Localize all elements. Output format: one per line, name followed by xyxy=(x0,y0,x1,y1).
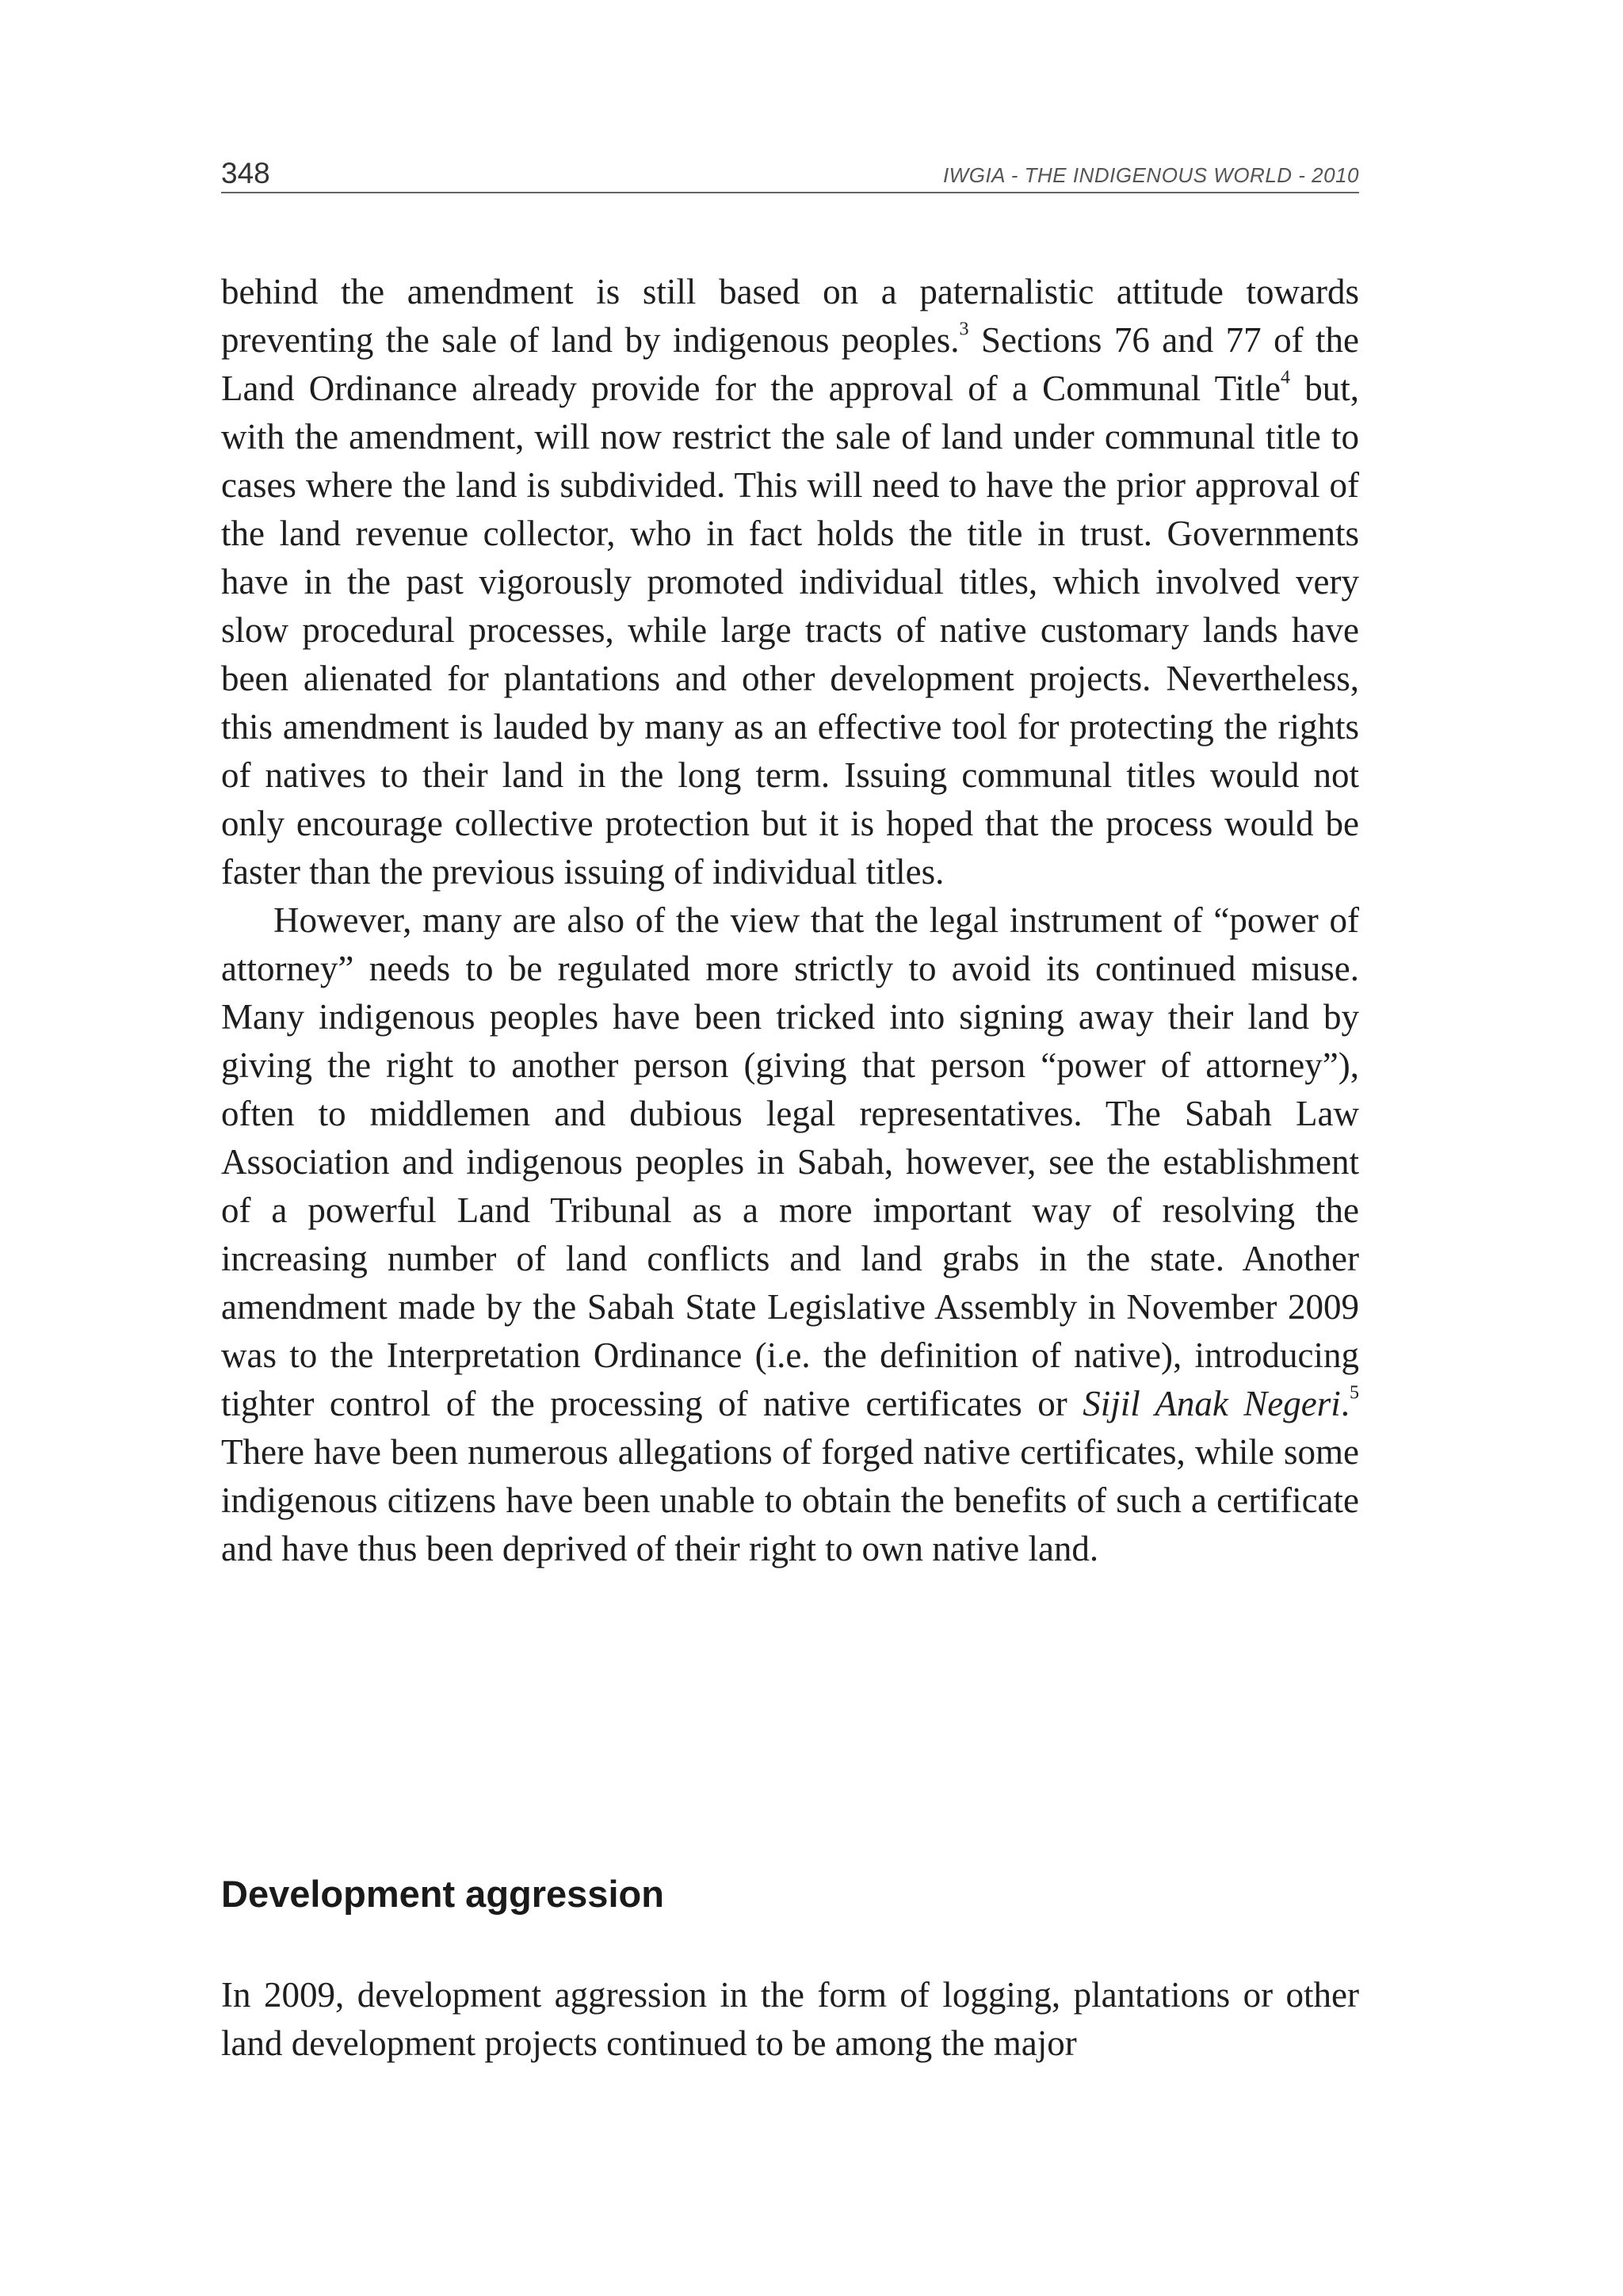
section-body-text xyxy=(221,1971,1359,2068)
paragraph-2-text-b: . xyxy=(1340,1384,1350,1423)
paragraph-1-text-a: behind the amendment is still based on a paternalistic attitude towards preventing the sale of land by indigenous peoples. xyxy=(221,272,1359,360)
page-number: 348 xyxy=(221,157,270,189)
paragraph-1-text-b: Sections 76 and 77 of the Land Ordinance already provide for the approval of a Communal Title xyxy=(221,320,1359,408)
section-paragraph-1: In 2009, development aggression in the form of logging, plantations or other land development projects continued to be among the major xyxy=(221,1975,1359,2063)
section-heading: Development aggression xyxy=(221,1873,664,1915)
footnote-ref-3: 3 xyxy=(959,319,969,340)
body-text xyxy=(221,268,1359,1573)
paragraph-2-text-c: There have been numerous allegations of forged native certificates, while some indigenous citizens have been unable to obtain the benefits of such a certificate and have thus been deprived of their right to own native land. xyxy=(221,1432,1359,1568)
footnote-ref-5: 5 xyxy=(1350,1382,1359,1404)
running-title: IWGIA - THE INDIGENOUS WORLD - 2010 xyxy=(942,163,1359,187)
paragraph-2-text-a: However, many are also of the view that the legal instrument of “power of attorney” needs to be regulated more strictly to avoid its continued misuse. Many indigenous peoples have been tricked into signing away their land by giving the right to another person (giving that person “power of attorney”), often to middlemen and dubious legal representatives. The Sabah Law Association and indigenous peoples in Sabah, however, see the establishment of a powerful Land Tribunal as a more important way of resolving the increasing number of land conflicts and land grabs in the state. Another amendment made by the Sabah State Legislative Assembly in November 2009 was to the Interpretation Ordinance (i.e. the definition of native), introducing tighter control of the processing of native certificates or xyxy=(221,900,1359,1423)
running-header xyxy=(221,155,1359,193)
paragraph-1 xyxy=(221,268,1359,896)
paragraph-2 xyxy=(221,896,1359,1573)
footnote-ref-4: 4 xyxy=(1281,367,1290,388)
paragraph-1-text-c: but, with the amendment, will now restrict the sale of land under communal title to cases where the land is subdivided. This will need to have the prior approval of the land revenue collector, who in fact holds the title in trust. Governments have in the past vigorously promoted individual titles, which involved very slow procedural processes, while large tracts of native customary lands have been alienated for plantations and other development projects. Nevertheless, this amendment is lauded by many as an effective tool for protecting the rights of natives to their land in the long term. Issuing communal titles would not only encourage collective protection but it is hoped that the process would be faster than the previous issuing of individual titles. xyxy=(221,369,1359,892)
paragraph-2-italic-term: Sijil Anak Negeri xyxy=(1083,1384,1341,1423)
